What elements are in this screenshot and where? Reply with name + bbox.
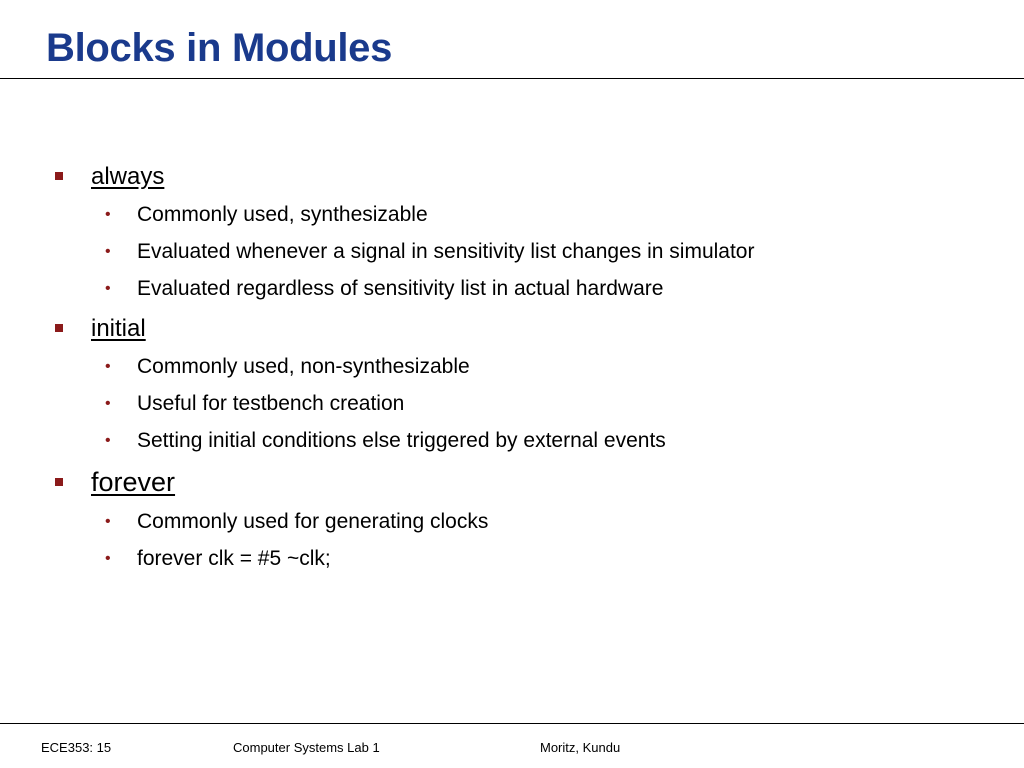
dot-bullet-icon: •: [105, 513, 111, 530]
dot-bullet-icon: •: [105, 432, 111, 449]
bullet-label: initial: [91, 315, 146, 342]
footer-divider: [0, 723, 1024, 724]
sub-bullet-text: Evaluated regardless of sensitivity list in actual hardware: [137, 277, 664, 300]
square-bullet-icon: [55, 324, 63, 332]
dot-bullet-icon: •: [105, 206, 111, 223]
sub-bullet-text: Commonly used, synthesizable: [137, 203, 428, 226]
bullet-label: forever: [91, 467, 176, 497]
sub-bullet-text: forever clk = #5 ~clk;: [137, 547, 331, 570]
dot-bullet-icon: •: [105, 358, 111, 375]
footer-slide-number: ECE353: 15: [41, 740, 112, 755]
dot-bullet-icon: •: [105, 550, 111, 567]
sub-bullet-text: Setting initial conditions else triggered by external events: [137, 429, 666, 452]
bullet-label: always: [91, 163, 165, 190]
square-bullet-icon: [55, 172, 63, 180]
footer-course-title: Computer Systems Lab 1: [233, 740, 380, 755]
sub-bullet-text: Commonly used for generating clocks: [137, 510, 489, 533]
sub-bullet-text: Commonly used, non-synthesizable: [137, 355, 470, 378]
dot-bullet-icon: •: [105, 395, 111, 412]
title-divider: [0, 78, 1024, 79]
sub-bullet-text: Evaluated whenever a signal in sensitivity list changes in simulator: [137, 240, 755, 263]
dot-bullet-icon: •: [105, 243, 111, 260]
footer-authors: Moritz, Kundu: [540, 740, 621, 755]
slide-title: Blocks in Modules: [46, 26, 393, 70]
sub-bullet-text: Useful for testbench creation: [137, 392, 405, 415]
square-bullet-icon: [55, 478, 63, 486]
dot-bullet-icon: •: [105, 280, 111, 297]
